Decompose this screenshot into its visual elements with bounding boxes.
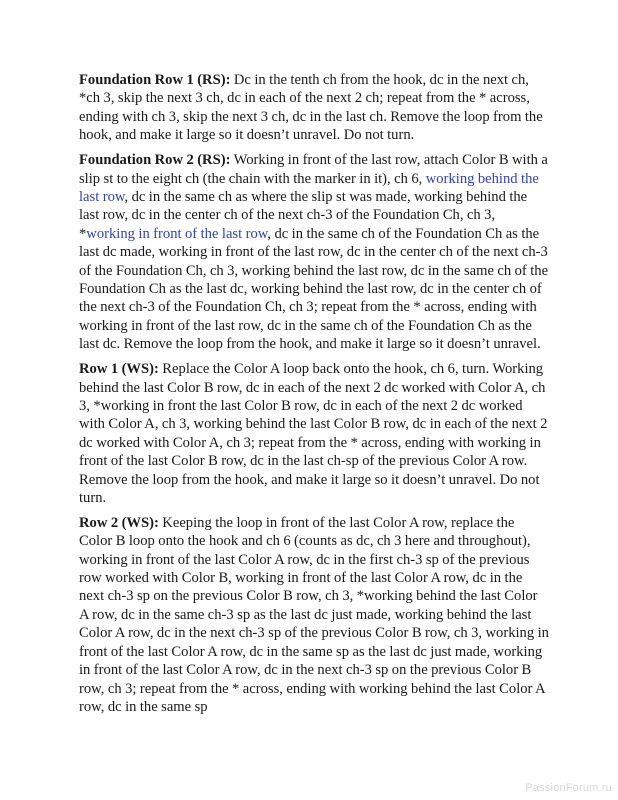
highlighted-phrase-link[interactable]: working behind the last row: [79, 170, 539, 205]
paragraph-row-2: [79, 514, 549, 716]
paragraph-foundation-row-2: [79, 151, 549, 353]
paragraph-text: , dc in the same ch of the Foundation Ch as the last dc made, working in front of the last row, dc in the center ch of the next ch-3 of the Foundation Ch, ch 3, working behind the last row, dc in the same ch of the Foundation Ch as the last dc, working behind the last row, dc in the center ch of the next ch-3 of the Foundation Ch, ch 3; repeat from the * across, ending with working in front of the last row, dc in the same ch of the Foundation Ch as the last dc. Remove the loop from the hook, and make it large so it doesn’t unravel.: [79, 225, 549, 353]
paragraph-text: , dc in the same ch as where the slip st was made, working behind the last row, dc in the center ch of the next ch-3 of the Foundation Ch, ch 3, *: [79, 188, 528, 242]
highlighted-phrase-link[interactable]: working in front of the last row: [86, 225, 268, 242]
paragraph-heading: Foundation Row 1 (RS):: [79, 72, 231, 88]
paragraph-text: Replace the Color A loop back onto the hook, ch 6, turn. Working behind the last Color B row, dc in each of the next 2 dc worked with Color A, ch 3, *working in front the last Color B row, dc in each of the next 2 dc worked with Color A, ch 3, working behind the last Color B row, dc in each of the next 2 dc worked with Color A, ch 3; repeat from the * across, ending with working in front of the last Color B row, dc in the last ch-sp of the previous Color A row. Remove the loop from the hook, and make it large so it doesn’t unravel. Do not turn.: [79, 361, 548, 506]
paragraph-foundation-row-1: [79, 71, 549, 145]
site-watermark: PassionForum.ru: [525, 782, 612, 794]
paragraph-text: Keeping the loop in front of the last Color A row, replace the Color B loop onto the hook and ch 6 (counts as dc, ch 3 here and throughout), working in front of the last Color A row, dc in the first ch-3 sp of the previous row worked with Color B, working in front of the last Color A row, dc in the next ch-3 sp on the previous Color B row, ch 3, *working behind the last Color A row, dc in the same ch-3 sp as the last dc just made, working behind the last Color A row, dc in the next ch-3 sp of the previous Color B row, ch 3, working in front of the last Color A row, dc in the same sp as the last dc just made, working in front of the last Color A row, dc in the next ch-3 sp on the previous Color B row, ch 3; repeat from the * across, ending with working behind the last Color A row, dc in the same sp: [79, 514, 549, 715]
paragraph-heading: Row 2 (WS):: [79, 514, 159, 531]
document-body: [79, 71, 549, 723]
paragraph-heading: Foundation Row 2 (RS):: [79, 152, 231, 169]
paragraph-text: Dc in the tenth ch from the hook, dc in the next ch, *ch 3, skip the next 3 ch, dc in each of the next 2 ch; repeat from the * across, ending with ch 3, skip the next 3 ch, dc in the last ch. Remove the loop from the hook, and make it large so it doesn’t unravel. Do not turn.: [79, 72, 543, 144]
paragraph-text: Working in front of the last row, attach Color B with a slip st to the eight ch (the chain with the marker in it), ch 6,: [79, 152, 548, 187]
paragraph-heading: Row 1 (WS):: [79, 361, 159, 378]
paragraph-row-1: [79, 360, 549, 507]
